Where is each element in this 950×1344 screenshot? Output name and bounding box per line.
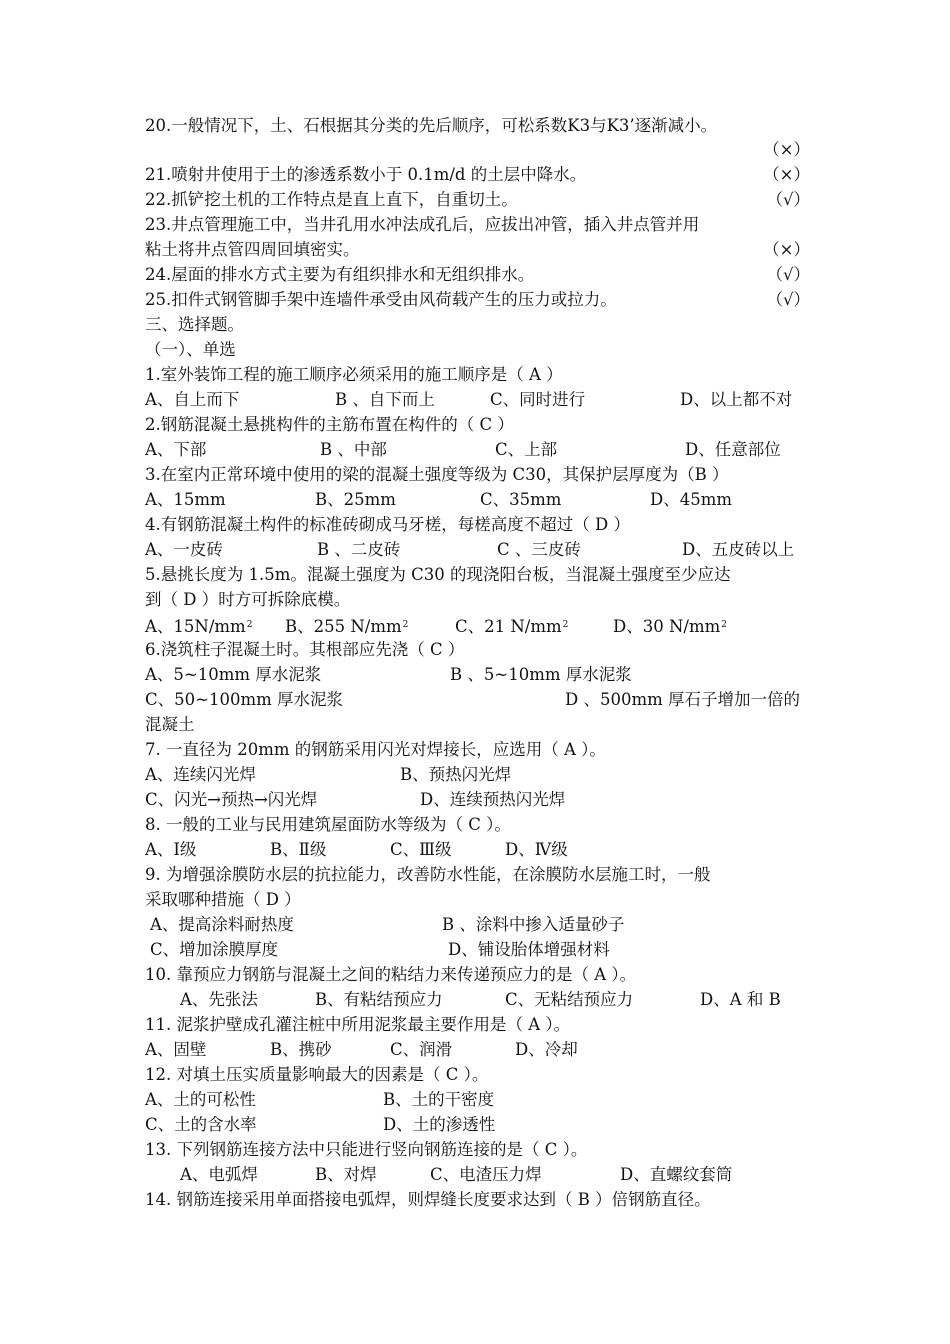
unit-superscript: 2 <box>721 620 727 630</box>
question-text: 混凝土 <box>145 715 195 734</box>
judgment-line: 20.一般情况下，土、石根据其分类的先后顺序，可松系数K3与K3’逐渐减小。 <box>145 116 718 135</box>
option-c: C、润滑 <box>390 1040 453 1059</box>
question-text: 14. 钢筋连接采用单面搭接电弧焊，则焊缝长度要求达到（ B ）倍钢筋直径。 <box>145 1190 711 1209</box>
answer-mark: （√） <box>766 265 810 284</box>
question-text: 6.浇筑柱子混凝土时。其根部应先浇（ C ） <box>145 640 465 659</box>
option-a: A、土的可松性 <box>145 1090 256 1109</box>
option-a: A、固壁 <box>145 1040 207 1059</box>
option-c: C、Ⅲ级 <box>390 840 452 859</box>
option-a: A、电弧焊 <box>180 1165 258 1184</box>
answer-mark: （√） <box>766 290 810 309</box>
question-text: 8. 一般的工业与民用建筑屋面防水等级为（ C ）。 <box>145 815 511 834</box>
option-c: C、50~100mm 厚水泥浆 <box>145 690 343 709</box>
judgment-line: 25.扣件式钢管脚手架中连墙件承受由风荷载产生的压力或拉力。 （√） <box>145 290 810 309</box>
option-b: B、土的干密度 <box>383 1090 495 1109</box>
option-d: D 、500mm 厚石子增加一倍的 <box>565 690 801 709</box>
answer-mark: （×） <box>763 240 810 259</box>
judgment-line: 21.喷射井使用于土的渗透系数小于 0.1m/d 的土层中降水。 （×） <box>145 165 810 184</box>
unit-superscript: 2 <box>246 620 253 630</box>
question-text: 1.室外装饰工程的施工顺序必须采用的施工顺序是（ A ） <box>145 365 563 384</box>
judgment-line: 粘土将井点管四周回填密实。 （×） <box>145 240 810 259</box>
option-d: D、以上都不对 <box>680 390 793 409</box>
option-b: B、携砂 <box>270 1040 332 1059</box>
section-title: 三、选择题。 <box>145 315 244 334</box>
option-b: B、对焊 <box>315 1165 377 1184</box>
option-a: A、自上而下 <box>145 390 240 409</box>
option-d: D、Ⅳ级 <box>505 840 568 859</box>
question-text: 4.有钢筋混凝土构件的标准砖砌成马牙槎，每槎高度不超过（ D ） <box>145 515 630 534</box>
question-text: 5.悬挑长度为 1.5m。混凝土强度为 C30 的现浇阳台板，当混凝土强度至少应达 <box>145 565 731 584</box>
option-c: C、闪光→预热→闪光焊 <box>145 790 318 809</box>
answer-mark: （×） <box>763 165 810 184</box>
question-text: 3.在室内正常环境中使用的梁的混凝土强度等级为 C30，其保护层厚度为（B ） <box>145 465 729 484</box>
judgment-line: 22.抓铲挖土机的工作特点是直上直下，自重切土。 （√） <box>145 190 810 209</box>
option-b: B 、涂料中掺入适量砂子 <box>442 915 625 934</box>
question-text: 2.钢筋混凝土悬挑构件的主筋布置在构件的（ C ） <box>145 415 514 434</box>
option-b: B 、5~10mm 厚水泥浆 <box>450 665 632 684</box>
option-c: C、土的含水率 <box>145 1115 257 1134</box>
question-text: 13. 下列钢筋连接方法中只能进行竖向钢筋连接的是（ C ）。 <box>145 1140 588 1159</box>
option-d: D、冷却 <box>515 1040 578 1059</box>
question-text: 12. 对填土压实质量影响最大的因素是（ C ）。 <box>145 1065 489 1084</box>
question-text: 10. 靠预应力钢筋与混凝土之间的粘结力来传递预应力的是（ A ）。 <box>145 965 637 984</box>
option-d: D、铺设胎体增强材料 <box>448 940 610 959</box>
option-b: B、有粘结预应力 <box>315 990 443 1009</box>
option-c: C、35mm <box>480 490 562 509</box>
option-d: D、直螺纹套筒 <box>620 1165 733 1184</box>
answer-mark: （√） <box>766 190 810 209</box>
subsection-title: （一）、单选 <box>145 340 236 359</box>
question-text: 7. 一直径为 20mm 的钢筋采用闪光对焊接长，应选用（ A ）。 <box>145 740 606 759</box>
option-a: A、一皮砖 <box>145 540 223 559</box>
option-c: C、增加涂膜厚度 <box>150 940 279 959</box>
option-b: B、预热闪光焊 <box>400 765 512 784</box>
option-a: A、5~10mm 厚水泥浆 <box>145 665 322 684</box>
option-b: B、Ⅱ级 <box>270 840 327 859</box>
option-d: D、任意部位 <box>685 440 781 459</box>
option-b: B 、中部 <box>320 440 387 459</box>
option-a: A、提高涂料耐热度 <box>150 915 294 934</box>
answer-mark: （×） <box>763 140 810 159</box>
option-d: D、土的渗透性 <box>383 1115 496 1134</box>
question-text: 9. 为增强涂膜防水层的抗拉能力，改善防水性能，在涂膜防水层施工时，一般 <box>145 865 711 884</box>
option-b: B、25mm <box>315 490 396 509</box>
option-a: A、$15N/mm^2$ <box>145 617 253 636</box>
judgment-line: 23.井点管理施工中，当井孔用水冲法成孔后，应拔出冲管，插入井点管并用 <box>145 215 700 234</box>
option-c: C、无粘结预应力 <box>505 990 634 1009</box>
option-b: B 、自下而上 <box>335 390 435 409</box>
option-a: A、下部 <box>145 440 207 459</box>
option-b: B、255 $N/mm^2$ <box>285 617 409 636</box>
option-c: C、上部 <box>495 440 558 459</box>
option-d: D、30 $N/mm^2$ <box>613 617 727 636</box>
question-text: 11. 泥浆护壁成孔灌注桩中所用泥浆最主要作用是（ A ）。 <box>145 1015 571 1034</box>
question-text: 采取哪种措施（ D ） <box>145 890 301 909</box>
judgment-line: 24.屋面的排水方式主要为有组织排水和无组织排水。 （√） <box>145 265 810 284</box>
option-a: A、15mm <box>145 490 226 509</box>
option-a: A、先张法 <box>180 990 258 1009</box>
option-d: D、五皮砖以上 <box>682 540 795 559</box>
question-text: 到（ D ）时方可拆除底模。 <box>145 590 351 609</box>
option-c: C、21 $N/mm^2$ <box>455 617 569 636</box>
option-c: C、同时进行 <box>490 390 586 409</box>
unit-superscript: 2 <box>562 620 569 630</box>
option-b: B 、二皮砖 <box>317 540 401 559</box>
option-d: D、连续预热闪光焊 <box>420 790 566 809</box>
option-a: A、Ⅰ级 <box>145 840 197 859</box>
option-d: D、A 和 B <box>700 990 781 1009</box>
option-c: C、电渣压力焊 <box>430 1165 542 1184</box>
option-c: C 、三皮砖 <box>497 540 581 559</box>
unit-superscript: 2 <box>402 620 409 630</box>
option-d: D、45mm <box>650 490 733 509</box>
option-a: A、连续闪光焊 <box>145 765 256 784</box>
